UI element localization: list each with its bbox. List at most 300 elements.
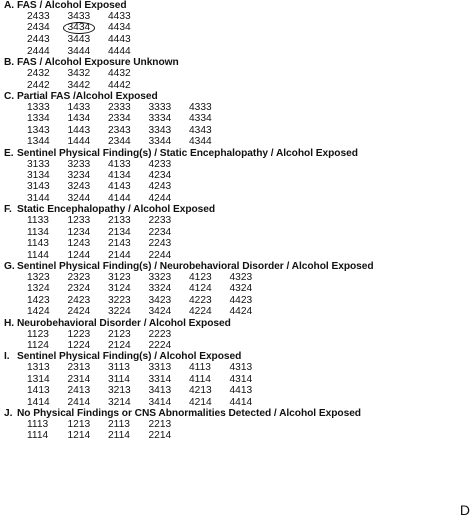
code-cell xyxy=(27,11,68,22)
code-cell xyxy=(230,272,271,283)
code-value: 2333 xyxy=(108,102,131,114)
code-rows xyxy=(27,215,454,261)
code-cell xyxy=(108,80,149,91)
code-cell xyxy=(27,22,68,34)
code-value: 2432 xyxy=(27,68,50,80)
section-letter: H. xyxy=(4,317,15,329)
code-cell xyxy=(149,374,190,385)
code-cell xyxy=(230,385,271,396)
code-value: 1114 xyxy=(27,430,49,442)
section-letter: G. xyxy=(4,260,15,272)
code-cell xyxy=(68,136,109,147)
code-value: 4413 xyxy=(229,385,253,397)
code-cell xyxy=(68,340,109,351)
code-value: 4234 xyxy=(148,170,172,182)
code-value: 3414 xyxy=(148,396,172,408)
code-value: 4423 xyxy=(229,294,253,306)
section xyxy=(4,91,454,148)
code-cell xyxy=(27,193,68,204)
code-row xyxy=(27,34,454,45)
code-cell xyxy=(68,419,109,430)
code-value: 2243 xyxy=(148,238,172,250)
code-cell xyxy=(27,159,68,170)
code-value: 2244 xyxy=(148,249,172,261)
code-row xyxy=(27,227,454,238)
code-value: 4442 xyxy=(108,79,131,91)
code-value: 4314 xyxy=(229,373,253,385)
code-value: 1424 xyxy=(27,306,50,318)
code-cell xyxy=(108,374,149,385)
code-value: 3423 xyxy=(148,294,172,306)
section-title: No Physical Findings or CNS Abnormalities Detected / Alcohol Exposed xyxy=(17,407,361,419)
code-value: 4434 xyxy=(108,22,131,34)
code-value: 3243 xyxy=(67,181,91,193)
section-title: Sentinel Physical Finding(s) / Static Encephalopathy / Alcohol Exposed xyxy=(17,147,358,159)
code-value: 1234 xyxy=(67,226,91,238)
code-cell xyxy=(189,397,230,408)
code-value: 4244 xyxy=(148,192,172,204)
code-row xyxy=(27,170,454,181)
code-rows xyxy=(27,272,454,318)
code-value: 4313 xyxy=(229,362,253,374)
code-row xyxy=(27,181,454,192)
code-cell xyxy=(189,306,230,317)
code-cell xyxy=(108,430,149,441)
code-value: 4334 xyxy=(189,113,212,125)
section-title: Sentinel Physical Finding(s) / Alcohol Exposed xyxy=(17,351,242,363)
section-heading xyxy=(4,261,454,272)
code-cell xyxy=(149,181,190,192)
code-cell xyxy=(189,102,230,113)
code-cell xyxy=(27,170,68,181)
code-row xyxy=(27,374,454,385)
code-value: 1314 xyxy=(27,373,50,385)
code-cell xyxy=(68,374,109,385)
code-cell xyxy=(149,272,190,283)
code-cell xyxy=(189,283,230,294)
code-value: 1414 xyxy=(27,396,50,408)
code-cell xyxy=(68,11,109,22)
code-value: 3424 xyxy=(148,306,172,318)
code-value: 2334 xyxy=(108,113,131,125)
section-letter: J. xyxy=(4,407,13,419)
code-cell xyxy=(27,430,68,441)
code-value: 2434 xyxy=(27,22,50,34)
code-cell xyxy=(68,272,109,283)
code-value: 2423 xyxy=(67,294,91,306)
code-cell xyxy=(189,385,230,396)
code-cell xyxy=(189,113,230,124)
code-cell xyxy=(108,22,149,34)
section-heading xyxy=(4,408,454,419)
code-value: 4133 xyxy=(108,158,131,170)
section-letter: A. xyxy=(4,0,15,11)
code-value: 3234 xyxy=(67,170,91,182)
code-cell xyxy=(149,385,190,396)
code-value: 2323 xyxy=(67,271,91,283)
code-value: 3114 xyxy=(108,373,130,385)
code-cell xyxy=(108,102,149,113)
section-letter: E. xyxy=(4,147,14,159)
code-row xyxy=(27,80,454,91)
code-row xyxy=(27,329,454,340)
code-value: 4424 xyxy=(229,306,253,318)
code-value: 3343 xyxy=(148,124,172,136)
code-value: 3133 xyxy=(27,158,50,170)
code-cell xyxy=(68,430,109,441)
section xyxy=(4,318,454,352)
code-value: 1123 xyxy=(27,328,49,340)
code-cell xyxy=(27,283,68,294)
code-cell xyxy=(68,306,109,317)
code-value: 1224 xyxy=(67,339,91,351)
code-value: 3323 xyxy=(148,271,172,283)
code-row xyxy=(27,340,454,351)
code-value: 4344 xyxy=(189,136,212,148)
code-row xyxy=(27,385,454,396)
section xyxy=(4,0,454,57)
code-cell xyxy=(230,295,271,306)
code-cell xyxy=(108,227,149,238)
code-cell xyxy=(27,385,68,396)
section-letter: C. xyxy=(4,91,15,103)
code-row xyxy=(27,397,454,408)
code-value: 2413 xyxy=(67,385,91,397)
code-cell xyxy=(149,329,190,340)
code-cell xyxy=(27,250,68,261)
code-row xyxy=(27,283,454,294)
code-rows xyxy=(27,362,454,408)
section-title: Partial FAS /Alcohol Exposed xyxy=(17,91,158,103)
code-value: 2314 xyxy=(67,373,91,385)
code-cell xyxy=(108,215,149,226)
code-cell xyxy=(149,125,190,136)
code-value: 4213 xyxy=(189,385,212,397)
code-value: 1124 xyxy=(27,339,49,351)
section-heading xyxy=(4,0,454,11)
code-value: 2144 xyxy=(108,249,131,261)
code-value: 3143 xyxy=(27,181,50,193)
code-cell xyxy=(149,430,190,441)
code-cell xyxy=(68,283,109,294)
code-value: 3443 xyxy=(67,34,91,46)
code-value: 4223 xyxy=(189,294,212,306)
code-cell xyxy=(108,193,149,204)
code-cell xyxy=(27,295,68,306)
section-title: Neurobehavioral Disorder / Alcohol Exposed xyxy=(17,317,231,329)
code-cell xyxy=(27,125,68,136)
code-value: 3344 xyxy=(148,136,172,148)
section-heading xyxy=(4,318,454,329)
code-row xyxy=(27,46,454,57)
code-value: 3124 xyxy=(108,283,131,295)
code-cell xyxy=(149,250,190,261)
code-value: 1113 xyxy=(27,418,49,430)
code-value: 4233 xyxy=(148,158,172,170)
code-value: 2324 xyxy=(67,283,91,295)
code-cell xyxy=(149,215,190,226)
code-value: 3314 xyxy=(148,373,172,385)
code-cell xyxy=(27,34,68,45)
code-value: 4143 xyxy=(108,181,131,193)
code-cell xyxy=(68,329,109,340)
code-cell xyxy=(68,397,109,408)
code-value: 4414 xyxy=(229,396,253,408)
code-value: 3334 xyxy=(148,113,172,125)
code-cell xyxy=(27,80,68,91)
code-value: 1333 xyxy=(27,102,50,114)
section-title: FAS / Alcohol Exposed xyxy=(17,0,127,11)
code-cell xyxy=(68,46,109,57)
code-cell xyxy=(27,113,68,124)
code-cell xyxy=(149,397,190,408)
code-value: 2444 xyxy=(27,45,50,57)
code-value: 1343 xyxy=(27,124,50,136)
code-value: 4224 xyxy=(189,306,212,318)
code-value: 3433 xyxy=(67,11,91,22)
code-value: 4243 xyxy=(148,181,172,193)
code-value: 2433 xyxy=(27,11,50,22)
code-cell xyxy=(68,227,109,238)
section xyxy=(4,204,454,261)
code-cell xyxy=(108,306,149,317)
code-value: 4433 xyxy=(108,11,131,22)
code-rows xyxy=(27,159,454,205)
section-title: FAS / Alcohol Exposure Unknown xyxy=(17,57,179,69)
code-cell xyxy=(108,397,149,408)
code-row xyxy=(27,295,454,306)
code-value: 1344 xyxy=(27,136,50,148)
code-rows xyxy=(27,419,454,442)
code-cell xyxy=(149,362,190,373)
code-cell xyxy=(108,250,149,261)
code-value: 4134 xyxy=(108,170,131,182)
code-cell xyxy=(149,102,190,113)
corner-label: D xyxy=(459,502,470,518)
code-row xyxy=(27,113,454,124)
code-document xyxy=(4,0,454,442)
circled-code-value: 3434 xyxy=(63,22,96,34)
code-value: 4123 xyxy=(189,271,212,283)
code-cell xyxy=(149,159,190,170)
code-cell xyxy=(108,136,149,147)
code-value: 3214 xyxy=(108,396,131,408)
code-cell xyxy=(27,362,68,373)
code-value: 1443 xyxy=(67,124,91,136)
code-value: 4113 xyxy=(189,362,211,374)
code-row xyxy=(27,68,454,79)
code-value: 3134 xyxy=(27,170,50,182)
code-cell xyxy=(189,272,230,283)
code-value: 3413 xyxy=(148,385,172,397)
code-value: 1313 xyxy=(27,362,50,374)
code-cell xyxy=(149,193,190,204)
code-cell xyxy=(27,68,68,79)
section-letter: F. xyxy=(4,204,12,216)
code-row xyxy=(27,272,454,283)
code-value: 1433 xyxy=(67,102,91,114)
code-cell xyxy=(108,68,149,79)
code-cell xyxy=(189,374,230,385)
code-row xyxy=(27,419,454,430)
code-value: 2233 xyxy=(148,215,172,227)
code-value: 4124 xyxy=(189,283,212,295)
code-cell xyxy=(68,34,109,45)
code-cell xyxy=(68,159,109,170)
code-cell xyxy=(27,397,68,408)
code-value: 2234 xyxy=(148,226,172,238)
section-letter: B. xyxy=(4,57,15,69)
code-value: 2113 xyxy=(108,418,130,430)
code-cell xyxy=(108,181,149,192)
code-cell xyxy=(149,419,190,430)
code-row xyxy=(27,11,454,22)
code-cell xyxy=(108,34,149,45)
code-cell xyxy=(149,295,190,306)
code-value: 1133 xyxy=(27,215,49,227)
code-value: 2214 xyxy=(148,430,172,442)
code-cell xyxy=(68,295,109,306)
code-cell xyxy=(149,340,190,351)
code-cell xyxy=(108,362,149,373)
code-cell xyxy=(108,11,149,22)
code-value: 3432 xyxy=(67,68,91,80)
code-cell xyxy=(108,238,149,249)
code-value: 2344 xyxy=(108,136,131,148)
code-value: 2123 xyxy=(108,328,131,340)
code-value: 1214 xyxy=(67,430,91,442)
code-cell xyxy=(108,170,149,181)
code-cell xyxy=(108,340,149,351)
code-value: 2414 xyxy=(67,396,91,408)
code-cell xyxy=(68,181,109,192)
section xyxy=(4,351,454,408)
code-value: 3123 xyxy=(108,271,131,283)
code-cell xyxy=(149,283,190,294)
code-cell xyxy=(149,170,190,181)
code-cell xyxy=(68,238,109,249)
section-letter: I. xyxy=(4,351,10,363)
code-value: 2443 xyxy=(27,34,50,46)
section-title: Sentinel Physical Finding(s) / Neurobehavioral Disorder / Alcohol Exposed xyxy=(17,260,374,272)
code-cell xyxy=(108,295,149,306)
code-cell xyxy=(108,419,149,430)
code-value: 4323 xyxy=(229,271,253,283)
code-cell xyxy=(27,238,68,249)
code-row xyxy=(27,238,454,249)
code-cell xyxy=(27,46,68,57)
code-value: 2223 xyxy=(148,328,172,340)
code-value: 1423 xyxy=(27,294,50,306)
code-value: 3442 xyxy=(67,79,91,91)
code-value: 2213 xyxy=(148,418,172,430)
code-value: 3223 xyxy=(108,294,131,306)
code-value: 3244 xyxy=(67,192,91,204)
code-value: 4333 xyxy=(189,102,212,114)
code-cell xyxy=(149,227,190,238)
code-row xyxy=(27,250,454,261)
code-value: 3313 xyxy=(148,362,172,374)
code-value: 3444 xyxy=(67,45,91,57)
code-cell xyxy=(27,102,68,113)
code-value: 3113 xyxy=(108,362,130,374)
section xyxy=(4,148,454,205)
code-cell xyxy=(108,113,149,124)
code-cell xyxy=(108,385,149,396)
code-value: 4343 xyxy=(189,124,212,136)
code-cell xyxy=(27,181,68,192)
code-cell xyxy=(230,397,271,408)
code-cell xyxy=(68,102,109,113)
code-cell xyxy=(230,283,271,294)
section-heading xyxy=(4,148,454,159)
code-cell xyxy=(230,374,271,385)
code-value: 1244 xyxy=(67,249,91,261)
code-rows xyxy=(27,68,454,91)
code-cell xyxy=(189,295,230,306)
code-value: 4432 xyxy=(108,68,131,80)
code-value: 1444 xyxy=(67,136,91,148)
code-cell xyxy=(68,68,109,79)
code-cell xyxy=(108,125,149,136)
code-cell xyxy=(27,136,68,147)
code-value: 4324 xyxy=(229,283,253,295)
code-cell xyxy=(68,125,109,136)
code-cell xyxy=(27,306,68,317)
code-cell xyxy=(68,385,109,396)
code-value: 1413 xyxy=(27,385,50,397)
code-row xyxy=(27,215,454,226)
code-rows xyxy=(27,11,454,57)
code-value: 1144 xyxy=(27,249,49,261)
section-heading xyxy=(4,351,454,362)
code-cell xyxy=(27,374,68,385)
code-cell xyxy=(230,306,271,317)
code-value: 3213 xyxy=(108,385,131,397)
code-row xyxy=(27,102,454,113)
code-cell xyxy=(27,272,68,283)
section-heading xyxy=(4,204,454,215)
code-cell xyxy=(230,362,271,373)
code-value: 1434 xyxy=(67,113,91,125)
code-value: 2143 xyxy=(108,238,131,250)
section-title: Static Encephalopathy / Alcohol Exposed xyxy=(17,204,216,216)
code-value: 4444 xyxy=(108,45,131,57)
code-cell xyxy=(68,215,109,226)
code-cell xyxy=(68,193,109,204)
code-row xyxy=(27,430,454,441)
code-cell xyxy=(108,272,149,283)
code-cell xyxy=(68,170,109,181)
code-cell xyxy=(189,136,230,147)
code-value: 1233 xyxy=(67,215,91,227)
code-value: 4214 xyxy=(189,396,212,408)
code-cell xyxy=(68,22,109,34)
code-value: 1134 xyxy=(27,226,49,238)
code-rows xyxy=(27,102,454,148)
code-value: 1334 xyxy=(27,113,50,125)
code-cell xyxy=(27,419,68,430)
code-cell xyxy=(149,306,190,317)
code-value: 1323 xyxy=(27,271,50,283)
code-value: 1223 xyxy=(67,328,91,340)
code-cell xyxy=(108,46,149,57)
code-cell xyxy=(149,238,190,249)
code-value: 4443 xyxy=(108,34,131,46)
code-rows xyxy=(27,329,454,352)
code-cell xyxy=(68,362,109,373)
code-row xyxy=(27,193,454,204)
